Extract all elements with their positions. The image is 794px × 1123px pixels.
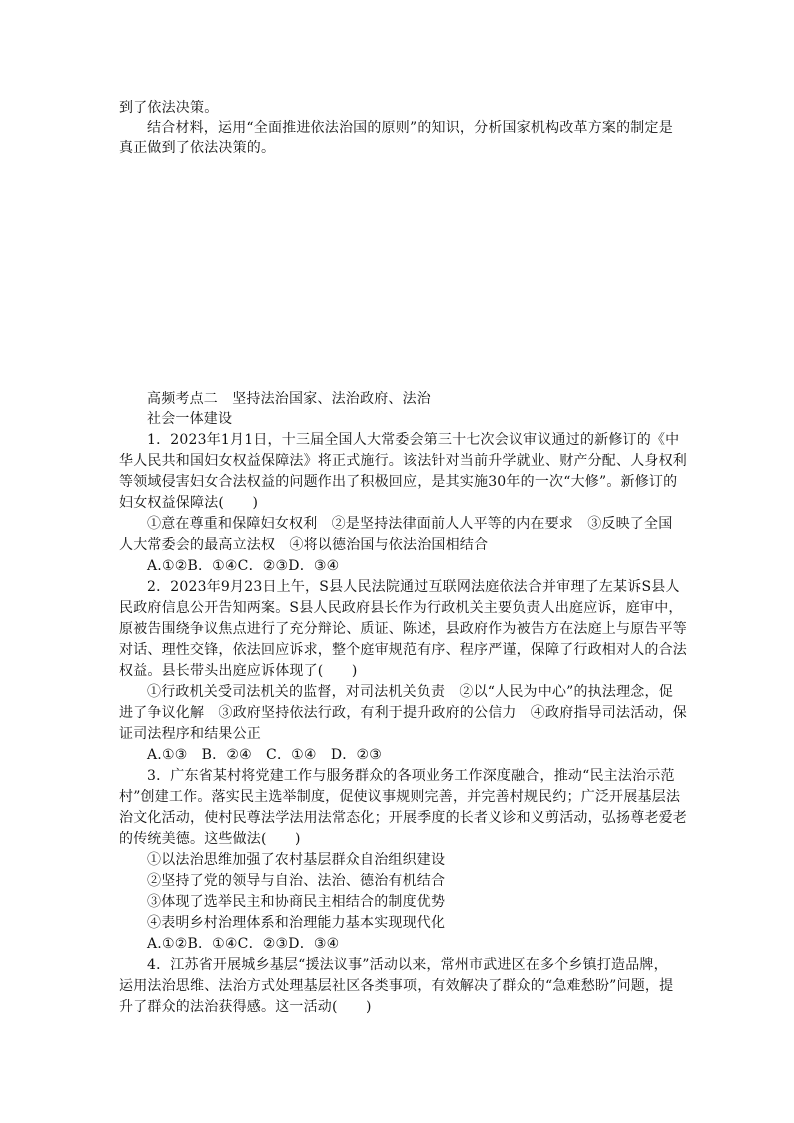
q2-stem-line: 对话、理性交锋，依法回应诉求，整个庭审规范有序、程序严谨，保障了行政相对人的合法 bbox=[119, 642, 687, 658]
q1-choices: A.①②B．①④C．②③D．③④ bbox=[147, 558, 340, 574]
q3-choices: A.①②B．①④C．②③D．③④ bbox=[147, 936, 340, 952]
q2-option-line: 证司法程序和结果公正 bbox=[119, 726, 261, 742]
q4-stem-line: 4．江苏省开展城乡基层“援法议事”活动以来，常州市武进区在多个乡镇打造品牌， bbox=[147, 957, 668, 973]
q3-option-line: ①以法治思维加强了农村基层群众自治组织建设 bbox=[147, 852, 446, 868]
q4-stem-line: 升了群众的法治获得感。这一活动( ) bbox=[119, 999, 372, 1015]
q2-choices: A.①③ B．②④ C．①④ D．②③ bbox=[147, 747, 382, 763]
intro-line-3: 真正做到了依法决策的。 bbox=[119, 140, 276, 156]
section-heading-cont: 社会一体建设 bbox=[147, 411, 233, 427]
q3-option-line: ③体现了选举民主和协商民主相结合的制度优势 bbox=[147, 894, 446, 910]
q4-stem-line: 运用法治思维、法治方式处理基层社区各类事项，有效解决了群众的“急难愁盼”问题，提 bbox=[119, 978, 674, 994]
q1-option-line: 人大常委会的最高立法权 ④将以德治国与依法治国相结合 bbox=[119, 537, 489, 553]
section-heading: 高频考点二 坚持法治国家、法治政府、法治 bbox=[147, 391, 431, 407]
q2-stem-line: 原被告围绕争议焦点进行了充分辩论、质证、陈述，县政府作为被告方在法庭上与原告平等 bbox=[119, 621, 687, 637]
q2-stem-line: 2．2023年9月23日上午，S县人民法院通过互联网法庭依法合并审理了左某诉S县人 bbox=[147, 579, 680, 595]
q3-stem-line: 3．广东省某村将党建工作与服务群众的各项业务工作深度融合，推动“民主法治示范 bbox=[147, 768, 675, 784]
q1-stem-line: 等领域侵害妇女合法权益的问题作出了积极回应，是其实施30年的一次“大修”。新修订的 bbox=[119, 474, 678, 490]
q3-stem-line: 村”创建工作。落实民主选举制度，促使议事规则完善，并完善村规民约；广泛开展基层法 bbox=[119, 789, 681, 805]
intro-line-2: 结合材料，运用“全面推进依法治国的原则”的知识，分析国家机构改革方案的制定是 bbox=[147, 120, 673, 136]
q3-option-line: ②坚持了党的领导与自治、法治、德治有机结合 bbox=[147, 873, 446, 889]
q3-stem-line: 治文化活动，使村民尊法学法用法常态化；开展季度的长者义诊和义剪活动，弘扬尊老爱老 bbox=[119, 810, 687, 826]
q2-stem-line: 民政府信息公开告知两案。S县人民政府县长作为行政机关主要负责人出庭应诉，庭审中， bbox=[119, 600, 683, 616]
q3-option-line: ④表明乡村治理体系和治理能力基本实现现代化 bbox=[147, 915, 446, 931]
q2-stem-line: 权益。县长带头出庭应诉体现了( ) bbox=[119, 663, 358, 679]
q3-stem-line: 的传统美德。这些做法( ) bbox=[119, 831, 301, 847]
q1-stem-line: 华人民共和国妇女权益保障法》将正式施行。该法针对当前升学就业、财产分配、人身权利 bbox=[119, 453, 687, 469]
q1-stem-line: 1．2023年1月1日，十三届全国人大常委会第三十七次会议审议通过的新修订的《中 bbox=[147, 432, 680, 448]
q1-option-line: ①意在尊重和保障妇女权利 ②是坚持法律面前人人平等的内在要求 ③反映了全国 bbox=[147, 516, 673, 532]
intro-line-1: 到了依法决策。 bbox=[119, 100, 219, 116]
q2-option-line: ①行政机关受司法机关的监督，对司法机关负责 ②以“人民为中心”的执法理念，促 bbox=[147, 684, 673, 700]
q1-stem-line: 妇女权益保障法( ) bbox=[119, 495, 259, 511]
q2-option-line: 进了争议化解 ③政府坚持依法行政，有利于提升政府的公信力 ④政府指导司法活动，保 bbox=[119, 705, 687, 721]
